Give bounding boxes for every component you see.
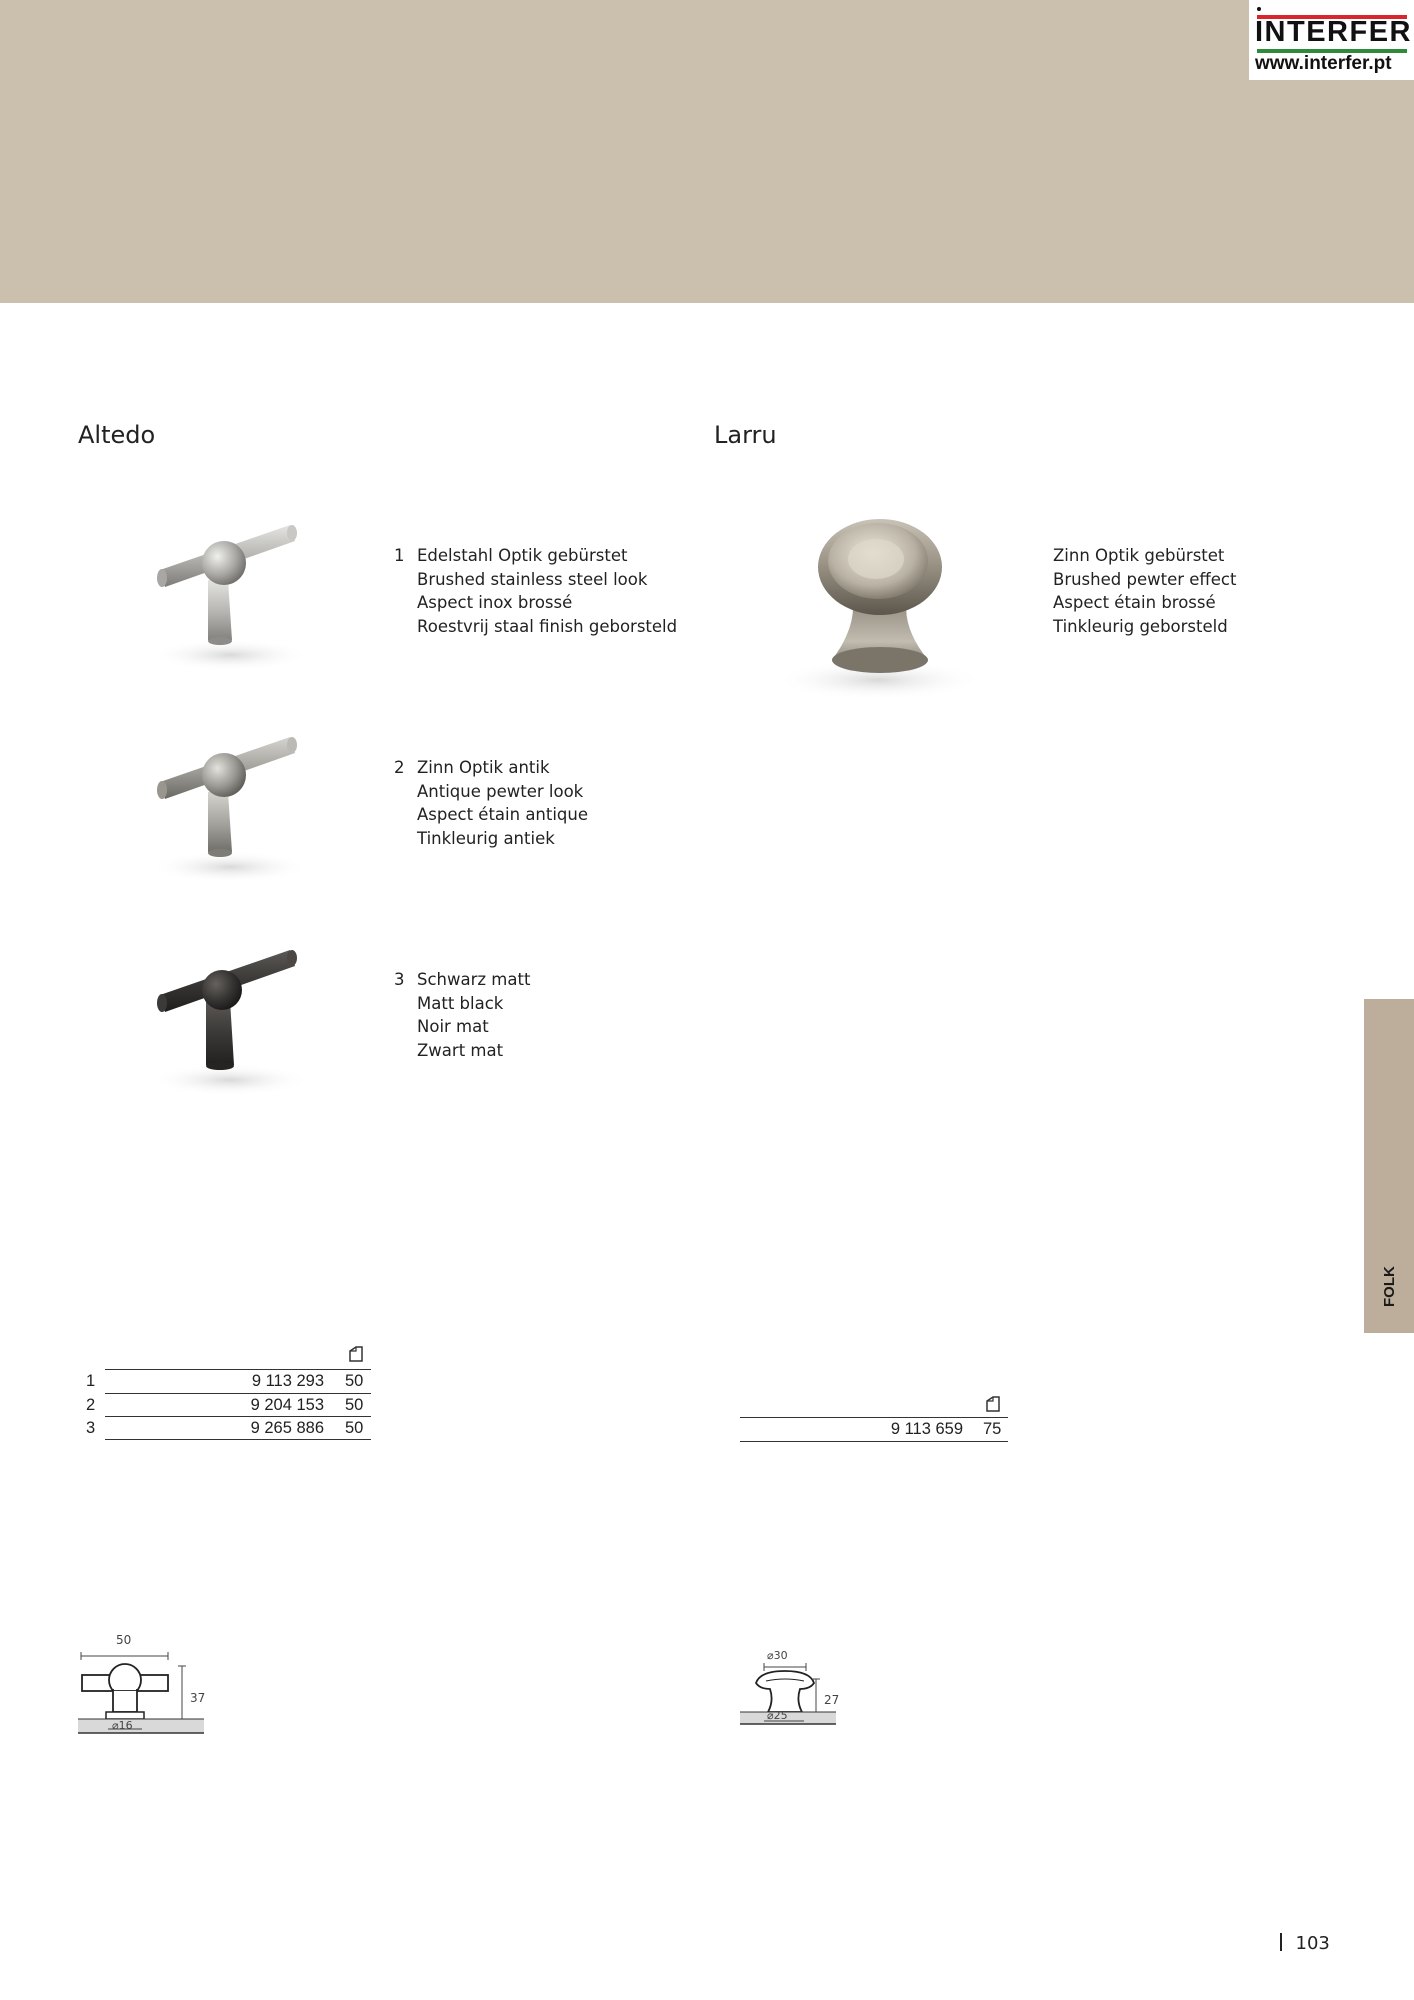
dimension-base-diameter: ⌀25 [767,1709,788,1722]
page-number-separator [1280,1933,1282,1951]
package-icon [348,1345,364,1363]
variant-desc-de: Edelstahl Optik gebürstet [417,546,628,565]
knob-image-black [140,930,330,1105]
variant-desc-fr: Noir mat [417,1017,489,1036]
dimension-height: 27 [824,1693,840,1707]
variant-number: 1 [394,546,405,565]
page-number-value: 103 [1295,1933,1330,1954]
altedo-technical-drawing [76,1628,216,1753]
larru-description [1053,544,1293,639]
row-number: 3 [86,1419,96,1437]
variant-desc-en: Brushed stainless steel look [417,569,648,589]
larru-desc-nl: Tinkleurig geborsteld [1053,616,1228,636]
pack-quantity: 50 [345,1396,364,1414]
variant-desc-de: Schwarz matt [417,970,531,989]
knob-image-pewter [140,717,330,892]
logo-dot [1257,7,1261,11]
row-number: 2 [86,1396,96,1414]
larru-desc-fr: Aspect étain brossé [1053,593,1216,612]
dimension-diameter: ⌀16 [112,1719,133,1732]
variant-number: 2 [394,758,405,777]
variant-desc-nl: Roestvrij staal finish geborsteld [417,616,678,636]
table-row [78,1417,378,1440]
page-number [1280,1933,1330,1954]
variant-1-description [394,544,678,639]
knob-image-stainless [140,505,330,680]
pack-quantity: 75 [983,1420,1002,1438]
variant-desc-en: Matt black [417,993,504,1013]
article-code: 9 113 293 [251,1372,324,1390]
larru-desc-en: Brushed pewter effect [1053,569,1237,589]
larru-desc-de: Zinn Optik gebürstet [1053,546,1225,565]
article-code: 9 265 886 [250,1419,324,1437]
variant-desc-nl: Tinkleurig antiek [417,828,555,848]
package-icon [985,1395,1001,1413]
article-code: 9 204 153 [250,1396,324,1414]
variant-desc-de: Zinn Optik antik [417,758,550,777]
table-row [78,1370,378,1393]
dimension-top-diameter: ⌀30 [767,1649,788,1662]
larru-technical-drawing [740,1645,850,1760]
variant-desc-fr: Aspect inox brossé [417,593,573,612]
larru-article-table [740,1390,1010,1450]
variant-desc-nl: Zwart mat [417,1040,504,1060]
variant-2-description [394,756,674,851]
altedo-article-table [78,1340,378,1440]
section-tab-label: FOLK [1381,1266,1398,1307]
product-title-altedo: Altedo [78,421,156,449]
article-code: 9 113 659 [890,1420,963,1438]
table-row [740,1418,1010,1441]
logo-wordmark: INTERFER [1255,16,1412,48]
table-rule [740,1441,1008,1442]
knob-image-larru [760,505,995,705]
pack-quantity: 50 [345,1419,364,1437]
header-banner [0,0,1414,303]
variant-desc-en: Antique pewter look [417,781,584,801]
pack-quantity: 50 [345,1372,364,1390]
section-tab-folk[interactable] [1364,999,1414,1333]
logo-url: www.interfer.pt [1255,53,1392,74]
variant-3-description [394,968,674,1063]
dimension-width: 50 [116,1633,132,1647]
dimension-height: 37 [190,1691,206,1705]
table-rule [105,1439,371,1440]
interfer-logo[interactable] [1249,0,1414,80]
variant-desc-fr: Aspect étain antique [417,805,589,824]
product-title-larru: Larru [714,421,777,449]
variant-number: 3 [394,970,405,989]
table-row [78,1394,378,1417]
row-number: 1 [86,1372,96,1390]
